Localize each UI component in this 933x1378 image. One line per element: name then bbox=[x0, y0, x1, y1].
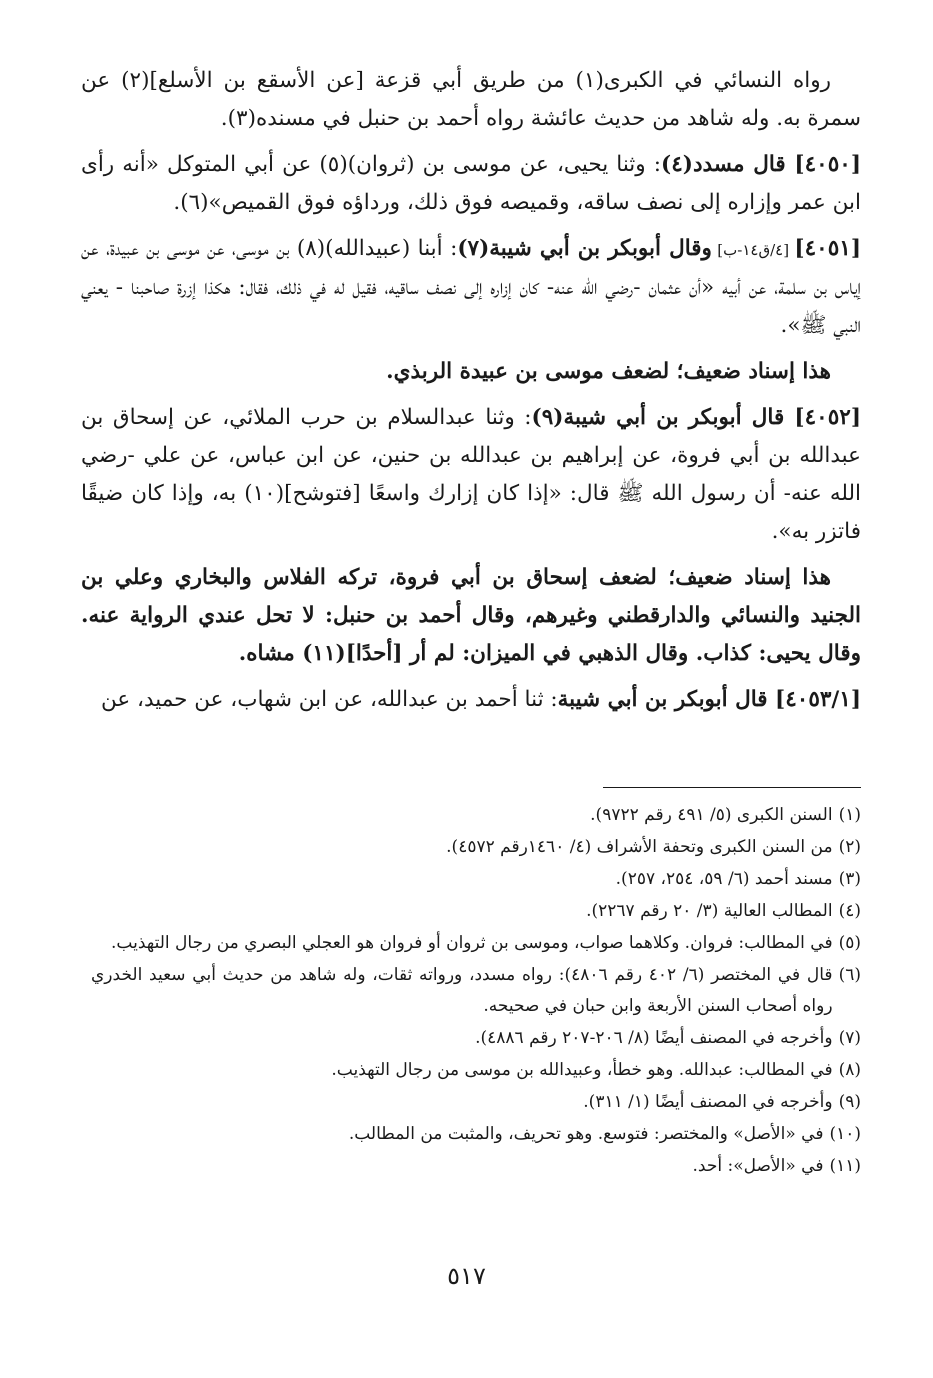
isnad-comment-1-text: هذا إسناد ضعيف؛ لضعف موسى بن عبيدة الربذي. bbox=[386, 359, 831, 384]
paragraph-1 bbox=[81, 62, 861, 138]
footnote-text: السنن الكبرى (٥/ ٤٩١ رقم ٩٧٢٢). bbox=[590, 805, 833, 825]
footnote-number: (١٠) bbox=[829, 1124, 861, 1144]
footnote-text: في «الأصل» والمختصر: فتوسع. وهو تحريف، والمثبت من المطالب. bbox=[348, 1124, 824, 1144]
main-text bbox=[81, 62, 861, 727]
hadith-4050-text: : وثنا يحيى، عن موسى بن (ثروان)(٥) عن أبي المتوكل «أنه رأى ابن عمر وإزاره إلى نصف ساقه، وقميصه فوق ذلك، ورداؤه فوق القميص»(٦). bbox=[81, 152, 861, 215]
hadith-4052-text: : وثنا عبدالسلام بن حرب الملائي، عن إسحاق بن عبدالله بن أبي فروة، عن إبراهيم بن عبدالله بن حنين، عن ابن عباس، عن علي -رضي الله عنه- أن رسول الله ﷺ قال: «إذا كان إزارك واسعًا [فتوشح](١٠) به، وإذا كان ضيقًا فاتزر به». bbox=[81, 405, 861, 544]
hadith-4051-lead: وقال أبوبكر بن أبي شيبة(٧) bbox=[457, 236, 712, 261]
footnote-text: قال في المختصر (٦/ ٤٠٢ رقم ٤٨٠٦): رواه مسدد، ورواته ثقات، وله شاهد من حديث أبي سعيد الخدري رواه أصحاب السنن الأربعة وابن حبان في صحيحه. bbox=[91, 965, 833, 1016]
paragraph-4050 bbox=[81, 146, 861, 222]
footnote-text: في «الأصل»: أحد. bbox=[692, 1156, 824, 1176]
footnote-number: (٨) bbox=[838, 1060, 861, 1080]
footnote-number: (١١) bbox=[829, 1156, 861, 1176]
footnote bbox=[91, 1151, 861, 1182]
hadith-4053-lead: [٤٠٥٣/١] قال أبوبكر بن أبي شيبة bbox=[557, 687, 861, 712]
paragraph-1-text: رواه النسائي في الكبرى(١) من طريق أبي قزعة [عن الأسقع بن الأسلع](٢) عن سمرة به. وله شاهد من حديث عائشة رواه أحمد بن حنبل في مسنده(٣). bbox=[81, 68, 861, 131]
footnote bbox=[91, 960, 861, 1022]
paragraph-4052 bbox=[81, 399, 861, 551]
footnote bbox=[91, 1055, 861, 1086]
footnote bbox=[91, 800, 861, 831]
manuscript-ref: [٤/ق١٤-ب] bbox=[711, 241, 795, 259]
footnote-number: (١) bbox=[838, 805, 861, 825]
footnote bbox=[91, 928, 861, 959]
footnotes bbox=[91, 800, 861, 1183]
isnad-comment-1 bbox=[81, 353, 861, 391]
footnote-number: (٤) bbox=[838, 901, 861, 921]
footnote-text: وأخرجه في المصنف أيضًا (١/ ٣١١). bbox=[583, 1092, 833, 1112]
footnote-text: في المطالب: فروان. وكلاهما صواب، وموسى بن ثروان أو فروان هو العجلي البصري من رجال التهذيب. bbox=[111, 933, 833, 953]
isnad-comment-2 bbox=[81, 559, 861, 673]
page-number: ٥١٧ bbox=[447, 1262, 486, 1290]
hadith-4053-text: : ثنا أحمد بن عبدالله، عن ابن شهاب، عن حميد، عن bbox=[100, 687, 558, 712]
footnote-number: (٧) bbox=[838, 1028, 861, 1048]
hadith-4050-lead: [٤٠٥٠] قال مسدد(٤) bbox=[661, 152, 861, 177]
hadith-4051-number: [٤٠٥١] bbox=[794, 236, 861, 261]
footnote bbox=[91, 864, 861, 895]
paragraph-4053 bbox=[81, 681, 861, 719]
footnote bbox=[91, 832, 861, 863]
footnote-number: (٩) bbox=[838, 1092, 861, 1112]
footnote-text: وأخرجه في المصنف أيضًا (٨/ ٢٠٦-٢٠٧ رقم ٤٨٨٦). bbox=[475, 1028, 833, 1048]
footnote-number: (٦) bbox=[838, 965, 861, 985]
isnad-comment-2-text: هذا إسناد ضعيف؛ لضعف إسحاق بن أبي فروة، تركه الفلاس والبخاري وعلي بن الجنيد والنسائي والدارقطني وغيرهم، وقال أحمد بن حنبل: لا تحل عندي الرواية عنه. وقال يحيى: كذاب. وقال الذهبي في الميزان: لم أر [أحدًا](١١) مشاه. bbox=[81, 565, 861, 666]
footnote bbox=[91, 1023, 861, 1054]
hadith-4051-text: : أبنا (عبيدالله)(٨) بن موسى، عن موسى بن عبيدة، عن إياس بن سلمة، عن أبيه «أن عثمان -رضي الله عنه- كان إزاره إلى نصف ساقيه، فقيل له في ذلك، فقال: هكذا إزرة صاحبنا - يعني النبي ﷺ». bbox=[81, 236, 861, 338]
footnote-number: (٣) bbox=[838, 869, 861, 889]
footnote bbox=[91, 1087, 861, 1118]
footnote-text: المطالب العالية (٣/ ٢٠ رقم ٢٢٦٧). bbox=[586, 901, 833, 921]
footnote-number: (٢) bbox=[838, 837, 861, 857]
footnote bbox=[91, 1119, 861, 1150]
hadith-4052-lead: [٤٠٥٢] قال أبوبكر بن أبي شيبة(٩) bbox=[531, 405, 861, 430]
footnote-divider bbox=[603, 787, 861, 788]
paragraph-4051 bbox=[81, 230, 861, 345]
footnote-text: في المطالب: عبدالله. وهو خطأ، وعبيدالله بن موسى من رجال التهذيب. bbox=[331, 1060, 833, 1080]
footnote bbox=[91, 896, 861, 927]
footnote-text: مسند أحمد (٦/ ٥٩، ٢٥٤، ٢٥٧). bbox=[615, 869, 833, 889]
footnote-text: من السنن الكبرى وتحفة الأشراف (٤/ ١٤٦٠رقم ٤٥٧٢). bbox=[446, 837, 833, 857]
footnote-number: (٥) bbox=[838, 933, 861, 953]
